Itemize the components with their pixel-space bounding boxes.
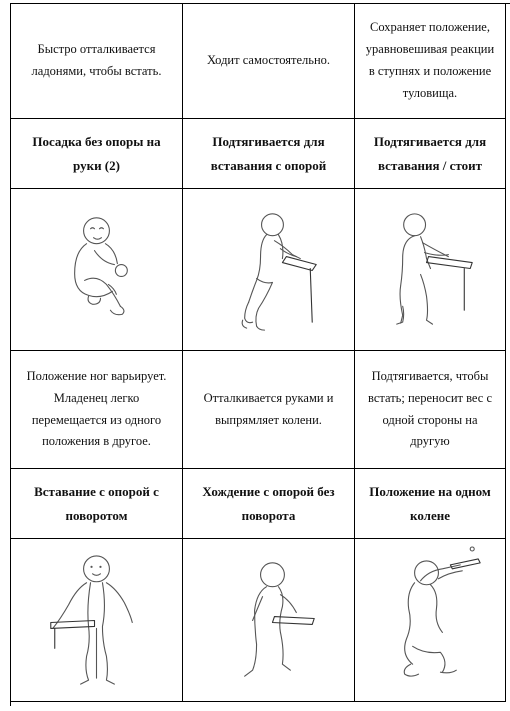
stage-heading: Положение на одном колене bbox=[355, 469, 506, 539]
kneeling-baby-illustration bbox=[355, 539, 506, 702]
stage-heading: Подтягивается для вставания с опорой bbox=[183, 119, 355, 189]
standing-baby-illustration bbox=[355, 189, 506, 351]
description-cell: Положение ног варьирует. Младенец легко перемещается из одного положения в другое. bbox=[11, 351, 183, 469]
sitting-baby-illustration bbox=[11, 189, 183, 351]
stage-heading: Вставание с опорой с поворотом bbox=[11, 469, 183, 539]
description-cell: Подтягивается, чтобы встать; переносит вес с одной стороны на другую bbox=[355, 351, 506, 469]
description-cell: Сохраняет положение, уравновешивая реакции в ступнях и положение туловища. bbox=[355, 4, 506, 119]
pulling-up-baby-illustration bbox=[183, 189, 355, 351]
stage-heading: Хождение с опорой без поворота bbox=[183, 469, 355, 539]
rotating-standing-baby-illustration bbox=[11, 539, 183, 702]
description-cell: Ходит самостоятельно. bbox=[183, 4, 355, 119]
cruising-baby-illustration bbox=[183, 539, 355, 702]
stage-heading: Посадка без опоры на руки (2) bbox=[11, 119, 183, 189]
milestones-table bbox=[10, 3, 510, 706]
stage-heading: Подтягивается для вставания / стоит bbox=[355, 119, 506, 189]
description-cell: Отталкивается руками и выпрямляет колени. bbox=[183, 351, 355, 469]
description-cell: Быстро отталкивается ладонями, чтобы встать. bbox=[11, 4, 183, 119]
